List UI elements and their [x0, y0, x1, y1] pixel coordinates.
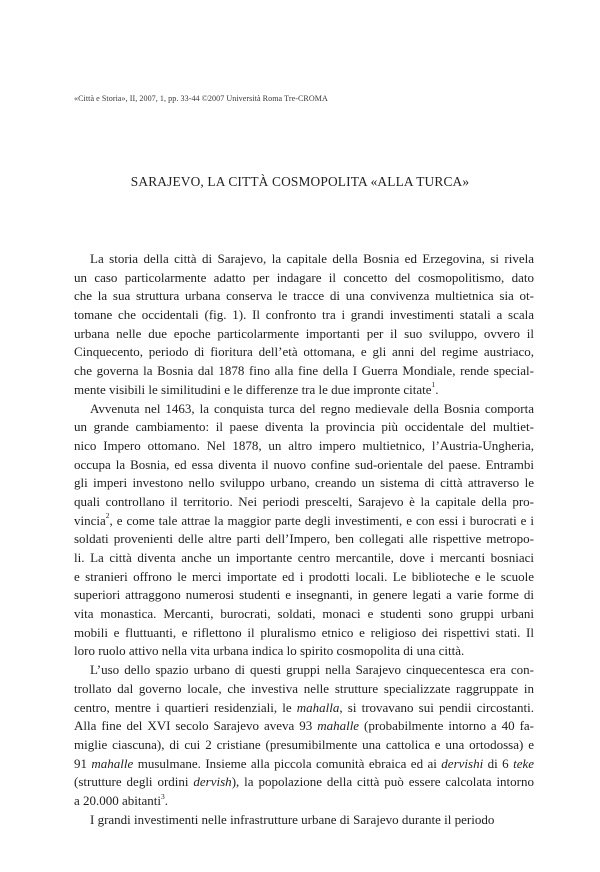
text-run: Cinquecento, periodo di fioritura dell’età ottomana, e gli anni del regime austriaco,	[74, 344, 534, 360]
text-line	[74, 811, 534, 830]
text-run: e stranieri offrono le merci importate ed i prodotti locali. Le biblioteche e le scuole	[74, 568, 534, 584]
text-run: Alla fine del XVI secolo Sarajevo aveva 93	[74, 718, 318, 734]
text-run: musulmane. Insieme alla piccola comunità ebraica ed ai	[133, 755, 442, 771]
text-run: La storia della città di Sarajevo, la capitale della Bosnia ed Erzegovina, si rivela	[90, 251, 534, 266]
text-run: Avvenuta nel 1463, la conquista turca del regno medievale della Bosnia comporta	[90, 400, 534, 416]
text-run: 91	[74, 755, 92, 771]
italic-term: mahalle	[91, 755, 134, 771]
text-line	[74, 493, 534, 512]
text-run: .	[435, 381, 439, 397]
text-run: centro, mentre i quartieri residenziali, le	[74, 699, 297, 715]
footnote-ref: 3	[161, 791, 165, 801]
text-line	[74, 699, 534, 718]
text-run: a 20.000 abitanti	[74, 792, 162, 808]
text-run: (strutture degli ordini	[74, 774, 194, 790]
article-title: SARAJEVO, LA CITTÀ COSMOPOLITA «ALLA TURCA»	[130, 174, 470, 189]
text-line	[74, 717, 534, 736]
footnote-ref: 2	[105, 511, 110, 521]
text-line	[74, 642, 534, 661]
text-run: loro ruolo attivo nella vita urbana indica lo spirito cosmopolita di una città.	[74, 643, 465, 659]
text-run: un grande cambiamento: il paese diventa la provincia più occidentale del multiet-	[74, 419, 534, 435]
text-line	[74, 605, 534, 624]
text-run: , si trovavano sui pendii circostanti.	[339, 699, 534, 715]
text-line	[74, 624, 534, 643]
text-run: mobili e fluttuanti, e riflettono il pluralismo etnico e religioso dei rispettivi stati. Il	[74, 624, 534, 640]
text-line	[74, 586, 534, 605]
text-run: .	[164, 792, 169, 808]
text-run: L’uso dello spazio urbano di questi gruppi nella Sarajevo cinquecentesca era con-	[90, 662, 534, 678]
text-run: di 6	[483, 755, 514, 771]
article-body	[74, 250, 534, 829]
text-run: trollato dal governo locale, che investiva nelle strutture specializzate raggruppate in	[74, 680, 534, 696]
text-line	[74, 474, 534, 493]
text-run: miglie ciascuna), di cui 2 cristiane (presumibilmente una cattolica e una ortodossa) e	[74, 736, 534, 752]
text-line	[74, 269, 534, 288]
text-run: vita monastica. Mercanti, burocrati, soldati, monaci e studenti sono gruppi urbani	[74, 606, 534, 622]
italic-term: dervish	[193, 774, 232, 790]
text-line	[74, 362, 534, 381]
footnote-ref: 1	[431, 380, 436, 390]
text-run: mente visibili le similitudini e le differenze tra le due impronte citate	[74, 381, 432, 397]
text-run: vincia	[74, 512, 106, 528]
italic-term: teke	[513, 755, 534, 771]
text-run: superiori attraggono numerosi studenti e insegnanti, in genere legati a varie forme di	[74, 587, 534, 603]
italic-term: mahalle	[317, 718, 360, 734]
text-line	[74, 549, 534, 568]
text-run: I grandi investimenti nelle infrastrutture urbane di Sarajevo durante il periodo	[90, 811, 495, 827]
text-run: tomane che occidentali (fig. 1). Il confronto tra i grandi investimenti statali a scala	[74, 307, 534, 323]
text-line	[74, 456, 534, 475]
text-run: ), la popolazione della città può essere calcolata intorno	[231, 774, 534, 790]
text-line	[74, 680, 534, 699]
text-run: che la sua struttura urbana conserva le tracce di una convivenza multietnica sia ot-	[74, 288, 534, 304]
text-line	[74, 437, 534, 456]
text-run: occupa la Bosnia, ed essa diventa il nuovo confine sud-orientale del paese. Entrambi	[74, 456, 534, 472]
text-line	[74, 530, 534, 549]
text-run: che governa la Bosnia dal 1878 fino alla fine della I Guerra Mondiale, rende special-	[74, 363, 534, 379]
text-run: li. La città diventa anche un importante centro mercantile, dove i mercanti bosniaci	[74, 550, 534, 565]
text-line	[74, 418, 534, 437]
text-line	[74, 250, 534, 269]
text-run: urbana nelle due epoche particolarmente importanti per il suo sviluppo, ovvero il	[74, 325, 534, 341]
italic-term: dervishi	[441, 755, 484, 771]
text-run: nico Impero ottomano. Nel 1878, un altro impero multietnico, l’Austria-Ungheria,	[74, 437, 534, 453]
text-line	[74, 755, 534, 774]
text-line	[74, 381, 534, 400]
text-line	[74, 512, 534, 531]
text-line	[74, 343, 534, 362]
text-line	[74, 792, 534, 811]
text-line	[74, 568, 534, 587]
text-run: un caso particolarmente adatto per indagare il concetto del cosmopolitismo, dato	[74, 269, 534, 285]
text-run: (probabilmente intorno a 40 fa-	[359, 718, 534, 734]
text-line	[74, 661, 534, 680]
text-run: gli imperi investono nello sviluppo urbano, creando un sistema di città attraverso le	[74, 475, 534, 491]
text-line	[74, 400, 534, 419]
text-line	[74, 773, 534, 792]
text-run: quali controllano il territorio. Nei periodi prescelti, Sarajevo è la capitale della pro-	[74, 493, 534, 509]
italic-term: mahalla	[296, 699, 340, 715]
text-line	[74, 306, 534, 325]
text-run: , e come tale attrae la maggior parte degli investimenti, e con essi i burocrati e i	[109, 512, 534, 528]
text-line	[74, 325, 534, 344]
text-line	[74, 736, 534, 755]
text-line	[74, 287, 534, 306]
journal-citation: «Città e Storia», II, 2007, 1, pp. 33-44 ©2007 Università Roma Tre-CROMA	[74, 94, 328, 103]
text-run: soldati provenienti delle altre parti dell’Impero, ben collegati alle rispettive metropo-	[74, 531, 534, 547]
